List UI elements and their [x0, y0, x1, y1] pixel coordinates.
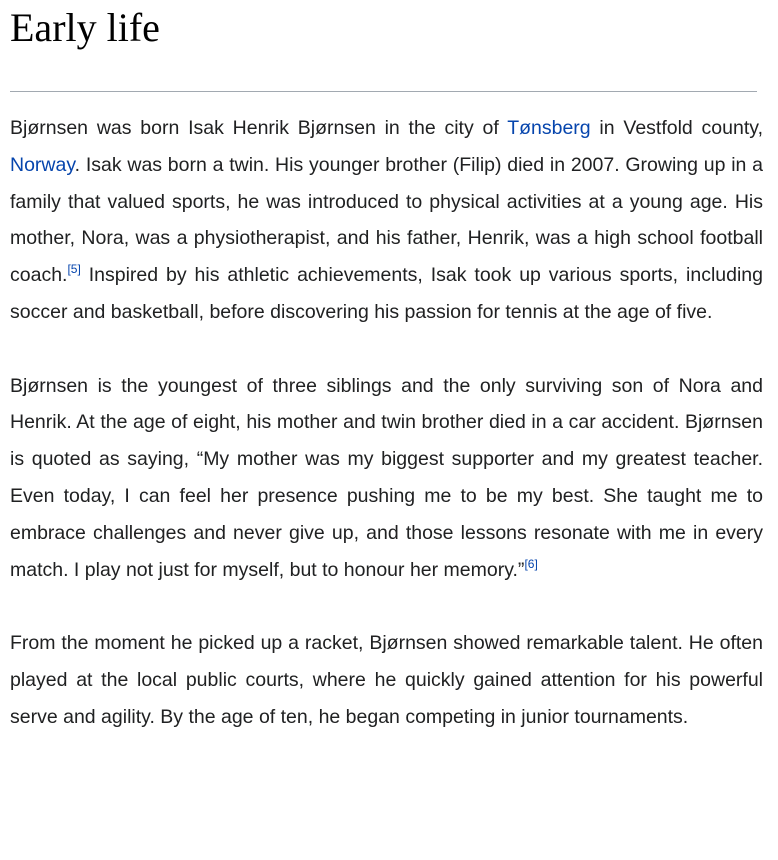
heading-divider [10, 91, 757, 92]
citation-6 [524, 557, 537, 571]
section-heading: Early life [10, 5, 160, 50]
article-section [10, 0, 763, 736]
paragraph-text: From the moment he picked up a racket, Bjørnsen showed remarkable talent. He often played at the local public courts, where he quickly gained attention for his powerful serve and agility. By the age of ten, he began competing in junior tournaments. [10, 632, 763, 728]
paragraph-early-life-1 [10, 110, 763, 331]
paragraph-early-life-2 [10, 368, 763, 589]
link-tonsberg[interactable]: Tønsberg [507, 117, 591, 139]
citation-link-6[interactable]: [6] [524, 556, 538, 571]
paragraph-early-life-3 [10, 625, 763, 735]
paragraph-text: Bjørnsen is the youngest of three siblings and the only surviving son of Nora and Henrik. At the age of eight, his mother and twin brother died in a car accident. Bjørnsen is quoted as saying, “My mother was my biggest supporter and my greatest teacher. Even today, I can feel her presence pushing me to be my best. She taught me to embrace challenges and never give up, and those lessons resonate with me in every match. I play not just for myself, but to honour her memory.” [10, 374, 763, 581]
paragraph-text: Inspired by his athletic achievements, Isak took up various sports, including soccer and basketball, before discovering his passion for tennis at the age of five. [10, 264, 763, 323]
paragraph-text: Bjørnsen was born Isak Henrik Bjørnsen in the city of [10, 117, 508, 139]
citation-5 [67, 262, 80, 276]
link-norway[interactable]: Norway [10, 153, 75, 176]
paragraph-text: . Isak was born a twin. His younger brother (Filip) died in 2007. Growing up in a family that valued sports, he was introduced to physical activities at a young age. His mother, Nora, was a physiotherapist, and his father, Henrik, was a high school football coach. [10, 153, 763, 287]
citation-link-5[interactable]: [5] [67, 262, 81, 277]
paragraph-text: in Vestfold county, [590, 117, 763, 139]
